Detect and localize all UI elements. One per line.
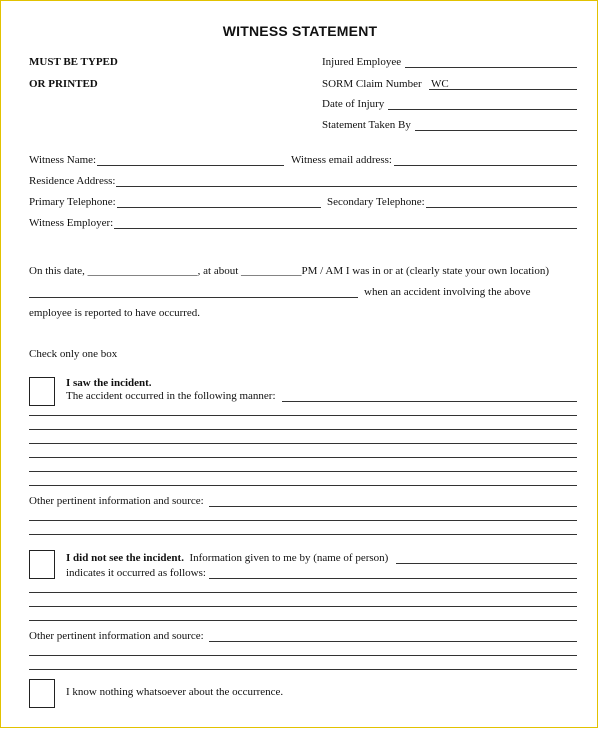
occurred-line[interactable] [29,606,577,607]
informant-name-field[interactable] [396,563,577,564]
other-info-line-1[interactable] [29,534,577,535]
did-not-see-heading: I did not see the incident. [66,552,184,564]
sorm-claim-prefix: WC [431,78,449,90]
occurred-line[interactable] [209,578,577,579]
manner-line[interactable] [29,485,577,486]
know-nothing-text: I know nothing whatsoever about the occurrence. [66,686,284,698]
sorm-claim-number-label: SORM Claim Number [322,78,422,90]
statement-taken-by-label: Statement Taken By [322,119,411,131]
on-this-date-text: On this date, ____________________, at about ___________PM / AM I was in or at (clearly state your own location) [29,265,549,277]
or-printed-note: OR PRINTED [29,78,98,90]
saw-incident-checkbox[interactable] [29,377,55,406]
indicates-occurred-label: indicates it occurred as follows: [66,567,206,579]
saw-incident-heading: I saw the incident. [66,377,152,389]
statement-taken-by-field[interactable] [415,130,577,131]
other-info-label-2: Other pertinent information and source: [29,630,204,642]
other-info-line-2[interactable] [29,655,577,656]
know-nothing-checkbox[interactable] [29,679,55,708]
witness-email-field[interactable] [394,165,577,166]
when-accident-text: when an accident involving the above [364,286,531,298]
location-field[interactable] [29,297,358,298]
other-info-line-1[interactable] [29,520,577,521]
witness-name-field[interactable] [97,165,284,166]
other-info-line-2[interactable] [29,669,577,670]
must-be-typed-note: MUST BE TYPED [29,56,118,68]
other-info-line-2[interactable] [209,641,577,642]
form-title: WITNESS STATEMENT [222,23,378,39]
injured-employee-field[interactable] [405,67,577,68]
date-of-injury-label: Date of Injury [322,98,385,110]
primary-telephone-label: Primary Telephone: [29,196,116,208]
manner-line[interactable] [29,457,577,458]
secondary-telephone-field[interactable] [426,207,577,208]
did-not-see-text [66,552,388,565]
manner-line[interactable] [29,429,577,430]
residence-address-field[interactable] [116,186,577,187]
injured-employee-label: Injured Employee [322,56,402,68]
manner-line[interactable] [29,443,577,444]
employee-reported-text: employee is reported to have occurred. [29,307,201,319]
manner-line[interactable] [29,415,577,416]
sorm-claim-number-field[interactable] [429,89,577,90]
other-info-label-1: Other pertinent information and source: [29,495,204,507]
primary-telephone-field[interactable] [117,207,321,208]
occurred-line[interactable] [29,592,577,593]
witness-email-label: Witness email address: [291,154,392,166]
manner-line[interactable] [282,401,577,402]
witness-employer-field[interactable] [114,228,577,229]
manner-line[interactable] [29,471,577,472]
other-info-line-1[interactable] [209,506,577,507]
witness-name-label: Witness Name: [29,154,97,166]
information-given-by-label: Information given to me by (name of person) [189,552,389,564]
residence-address-label: Residence Address: [29,175,116,187]
witness-employer-label: Witness Employer: [29,217,114,229]
secondary-telephone-label: Secondary Telephone: [327,196,425,208]
saw-incident-subtext: The accident occurred in the following manner: [66,390,276,402]
date-of-injury-field[interactable] [388,109,577,110]
did-not-see-checkbox[interactable] [29,550,55,579]
occurred-line[interactable] [29,620,577,621]
check-one-instruction: Check only one box [29,348,118,360]
